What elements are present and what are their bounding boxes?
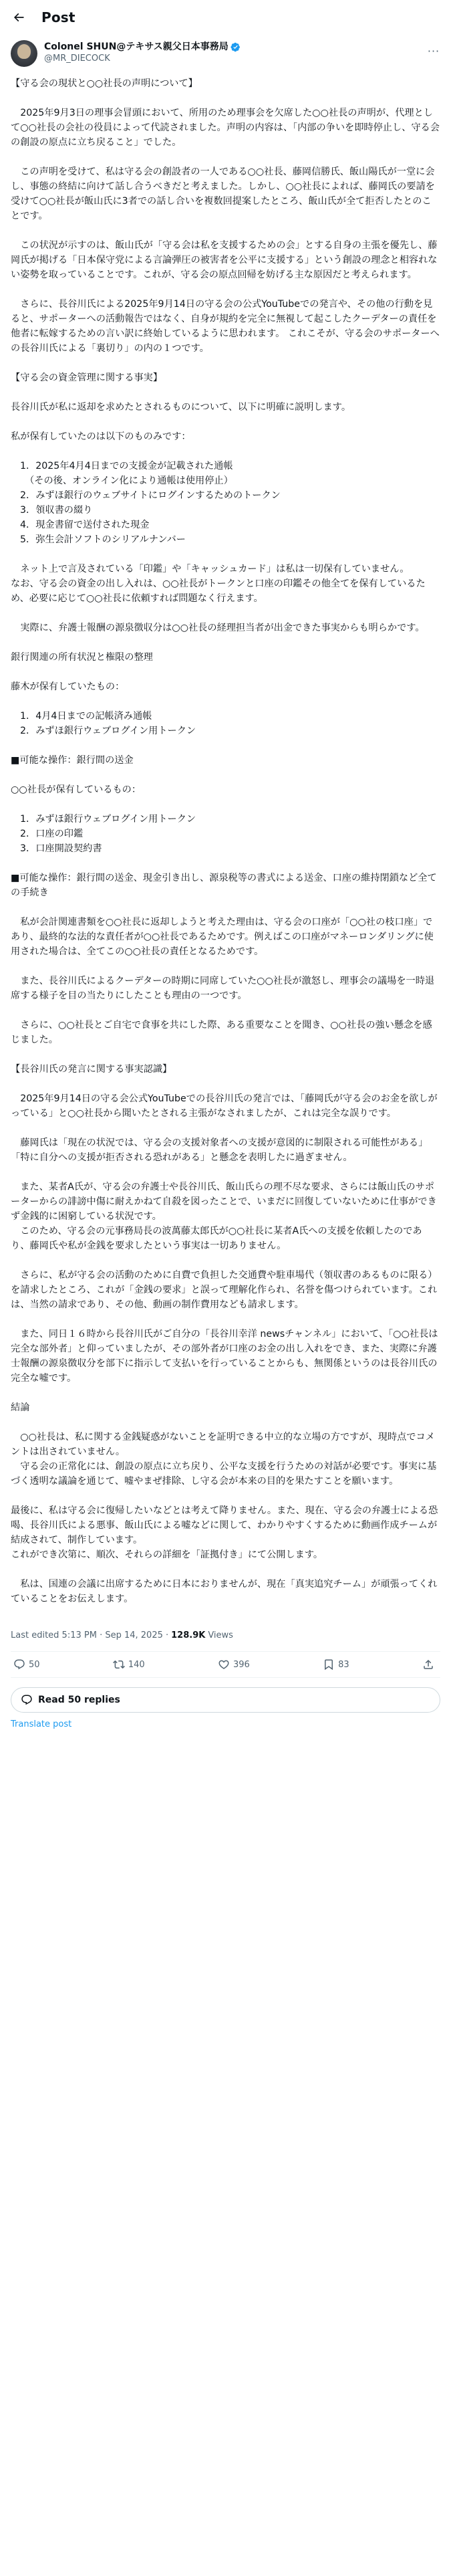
post-list xyxy=(11,812,440,856)
name-line xyxy=(44,41,427,53)
repost-button[interactable] xyxy=(113,1658,145,1671)
post-paragraph: 結論 xyxy=(11,1402,30,1413)
post-list xyxy=(11,709,440,738)
reply-button[interactable] xyxy=(13,1658,40,1671)
post-paragraph: 【長谷川氏の発言に関する事実認識】 xyxy=(11,1064,172,1075)
post-list-item: 3．領収書の綴り xyxy=(20,505,93,516)
back-arrow-icon[interactable] xyxy=(11,9,27,25)
page-title: Post xyxy=(41,9,76,25)
post-meta xyxy=(0,1621,451,1640)
post-paragraph: 最後に、私は守る会に復帰したいなどとは考えて降りません。また、現在、守る会の弁護士による恐喝、長谷川氏による悪事、飯山氏による嘘などに関して、わかりやすくするために動画作成チームが結成されて、制作しています。 これができ次第に、順次、それらの詳細を「証拠付き」にて公開します。 xyxy=(11,1505,438,1560)
like-count: 396 xyxy=(233,1659,250,1670)
post-paragraph: さらに、私が守る会の活動のために自費で負担した交通費や駐車場代（領収書のあるものに限る）を請求したところ、これが「金銭の要求」と誤って理解化作られ、名誉を傷つけられています。これは、当然の請求であり、その他、動画の制作費用なども請求します。 xyxy=(11,1270,438,1310)
post-paragraph: ○○社長が保有しているもの： xyxy=(11,784,142,795)
post-paragraph: さらに、長谷川氏による2025年9月14日の守る会の公式YouTubeでの発言や、その他の行動を見ると、サポーターへの活動報告ではなく、自身が規約を完全に無視して起こしたクーデターの責任を他者に転嫁するための言い訳に終始しているように思われます。 これこそが、守る会のサポーターへの長谷川氏による「裏切り」の内の１つです。 xyxy=(11,299,440,354)
post-paragraph: 藤岡氏は「現在の状況では、守る会の支援対象者への支援が意図的に制限される可能性がある」「特に自分への支援が拒否される恐れがある」と懸念を表明したに過ぎません。 xyxy=(11,1138,428,1163)
post-list-item: 2．口座の印鑑 xyxy=(20,829,84,839)
share-button[interactable] xyxy=(422,1658,438,1671)
post-paragraph: 2025年9月14日の守る会公式YouTubeでの長谷川氏の発言では、「藤岡氏が守る会のお金を欲しがっている」と○○社長から聞いたとされる主張がなされましたが、これは完全な誤りです。 xyxy=(11,1093,438,1119)
read-replies-label: Read 50 replies xyxy=(38,1695,120,1705)
post-paragraph: ○○社長は、私に関する金銭疑惑がないことを証明できる中立的な立場の方ですが、現時点でコメントは出されていません。 守る会の正常化には、創設の原点に立ち戻り、公平な支援を行うための対話が必要です。事実に基づく透明な議論を通じて、嘘やまぜ排除、し守る会が本来の目的を果たすことを願います。 xyxy=(11,1432,437,1487)
post-paragraph: 私が保有していたのは以下のものみです： xyxy=(11,431,191,442)
post-paragraph: 銀行関連の所有状況と権限の整理 xyxy=(11,652,153,663)
views-count: 128.9K xyxy=(171,1630,206,1640)
more-options-icon[interactable]: ··· xyxy=(427,44,440,58)
action-bar xyxy=(11,1651,440,1678)
author-handle[interactable]: @MR_DIECOCK xyxy=(44,53,110,64)
post-paragraph: ネット上で言及されている「印鑑」や「キャッシュカード」は私は一切保有していません。 なお、守る会の資金の出し入れは、○○社長がトークンと口座の印鑑その他全てを保有しているため、必要に応じて○○社長に依頼すれば問題なく行えます。 xyxy=(11,564,426,604)
post-paragraph: 藤木が保有していたもの： xyxy=(11,681,125,692)
post-paragraph: また、某者A氏が、守る会の弁護士や長谷川氏、飯山氏らの理不尽な要求、さらには飯山氏のサポーターからの誹謗中傷に耐えかねて自殺を図ったことで、いまだに回復していないために仕事ができず金銭的に困窮している状況です。 このため、守る会の元事務局長の波萬藤太郎氏が○○社長に某者A氏への支援を依頼したのであり、藤岡氏や私が金銭を要求したという事実は一切ありません。 xyxy=(11,1182,437,1251)
avatar[interactable] xyxy=(11,40,37,67)
post-body xyxy=(0,67,451,1606)
views-label: Views xyxy=(208,1630,233,1640)
reply-count: 50 xyxy=(29,1659,40,1670)
post-list-item: 1．4月4日までの記帳済み通帳 xyxy=(20,711,152,722)
post-list-item: 3．口座開設契約書 xyxy=(20,843,102,854)
post-list-item: 2．みずほ銀行ウェブログイン用トークン xyxy=(20,726,196,736)
post-paragraph: ■可能な操作：銀行間の送金、現金引き出し、源泉税等の書式による送金、口座の維持閉鎖など全ての手続き xyxy=(11,873,437,898)
post-paragraph: 実際に、弁護士報酬の源泉徴収分は○○社長の経理担当者が出金できた事実からも明らかです。 xyxy=(11,623,425,633)
post-list-item: 5．弥生会計ソフトのシリアルナンバー xyxy=(20,534,186,545)
post-paragraph: 【守る会の現状と○○社長の声明について】 xyxy=(11,78,198,89)
post-paragraph: また、同日１６時から長谷川氏がご自分の「長谷川幸洋 newsチャンネル」において、「○○社長は完全な部外者」と仰っていましたが、その部外者が口座のお金の出し入れをでき、また、実際に弁護士報酬の源泉徴収分を部下に指示して支払いを行っていることからも、無関係というのは長谷川氏の完全な嘘です。 xyxy=(11,1329,438,1384)
author-row xyxy=(0,35,451,67)
edited-timestamp[interactable]: Last edited 5:13 PM · Sep 14, 2025 · xyxy=(11,1630,169,1640)
verified-badge-icon xyxy=(231,42,241,52)
post-paragraph: 2025年9月3日の理事会冒頭において、所用のため理事会を欠席した○○社長の声明が、代理として○○社長の会社の役員によって代読されました。声明の内容は、「内部の争いを即時停止し、守る会の創設の原点に立ち戻ること」でした。 xyxy=(11,108,440,148)
post-list-item: 1．みずほ銀行ウェブログイン用トークン xyxy=(20,814,196,825)
heart-icon xyxy=(218,1658,230,1671)
repost-icon xyxy=(113,1658,125,1671)
post-paragraph: ■可能な操作：銀行間の送金 xyxy=(11,755,134,766)
post-paragraph: この声明を受けて、私は守る会の創設者の一人である○○社長、藤岡信勝氏、飯山陽氏が一堂に会し、事態の終結に向けて話し合うべきだと考えました。しかし、○○社長によれば、藤岡氏の要請を受けて○○社長が飯山氏に3者での話し合いを複数回提案したところ、飯山氏が全て拒否したとのことです。 xyxy=(11,167,435,221)
post-paragraph: 私は、国連の会議に出席するために日本におりませんが、現在「真実追究チーム」が頑張ってくれていることをお伝えします。 xyxy=(11,1579,438,1604)
bookmark-button[interactable] xyxy=(323,1658,349,1671)
post-list-item: 1．2025年4月4日までの支援金が記載された通帳 xyxy=(20,461,233,471)
post-list-item: 4．現金書留で送付された現金 xyxy=(20,520,150,530)
author-meta xyxy=(44,40,427,64)
post-paragraph: 【守る会の資金管理に関する事実】 xyxy=(11,372,163,383)
bookmark-count: 83 xyxy=(338,1659,349,1670)
repost-count: 140 xyxy=(128,1659,145,1670)
reply-bubble-icon xyxy=(21,1694,33,1706)
like-button[interactable] xyxy=(218,1658,250,1671)
post-list xyxy=(11,459,440,547)
reply-icon xyxy=(13,1658,25,1671)
author-display-name[interactable]: Colonel SHUN@テキサス親父日本事務局 xyxy=(44,41,229,52)
post-paragraph: さらに、○○社長とご自宅で食事を共にした際、ある重要なことを聞き、○○社長の強い懸念を感じました。 xyxy=(11,1020,432,1045)
post-list-item: （その後、オンライン化により通帳は使用停止） xyxy=(20,475,233,486)
post-paragraph: また、長谷川氏によるクーデターの時期に同席していた○○社長が激怒し、理事会の議場を一時退席する様子を目の当たりにしたことも理由の一つです。 xyxy=(11,976,435,1001)
top-bar xyxy=(0,0,451,35)
post-paragraph: この状況が示すのは、飯山氏が「守る会は私を支援するための会」とする自身の主張を優先し、藤岡氏が掲げる「日本保守党による言論弾圧の被害者を公平に支援する」という創設の理念と相容れない姿勢を取っていることです。これが、守る会の原点回帰を妨げる主な原因だと考えられます。 xyxy=(11,240,438,280)
post-paragraph: 長谷川氏が私に返却を求めたとされるものについて、以下に明確に説明します。 xyxy=(11,402,351,413)
post-list-item: 2．みずほ銀行のウェブサイトにログインするためのトークン xyxy=(20,490,281,501)
share-icon xyxy=(422,1658,434,1671)
bookmark-icon xyxy=(323,1658,335,1671)
read-replies-button[interactable] xyxy=(11,1687,440,1713)
post-paragraph: 私が会計関連書類を○○社長に返却しようと考えた理由は、守る会の口座が「○○社の枝口座」であり、最終的な法的な責任者が○○社長であるためです。例えばこの口座がマネーロンダリングに使用された場合は、全てこの○○社長の責任となるためです。 xyxy=(11,917,434,957)
translate-post-link[interactable]: Translate post xyxy=(11,1719,72,1729)
